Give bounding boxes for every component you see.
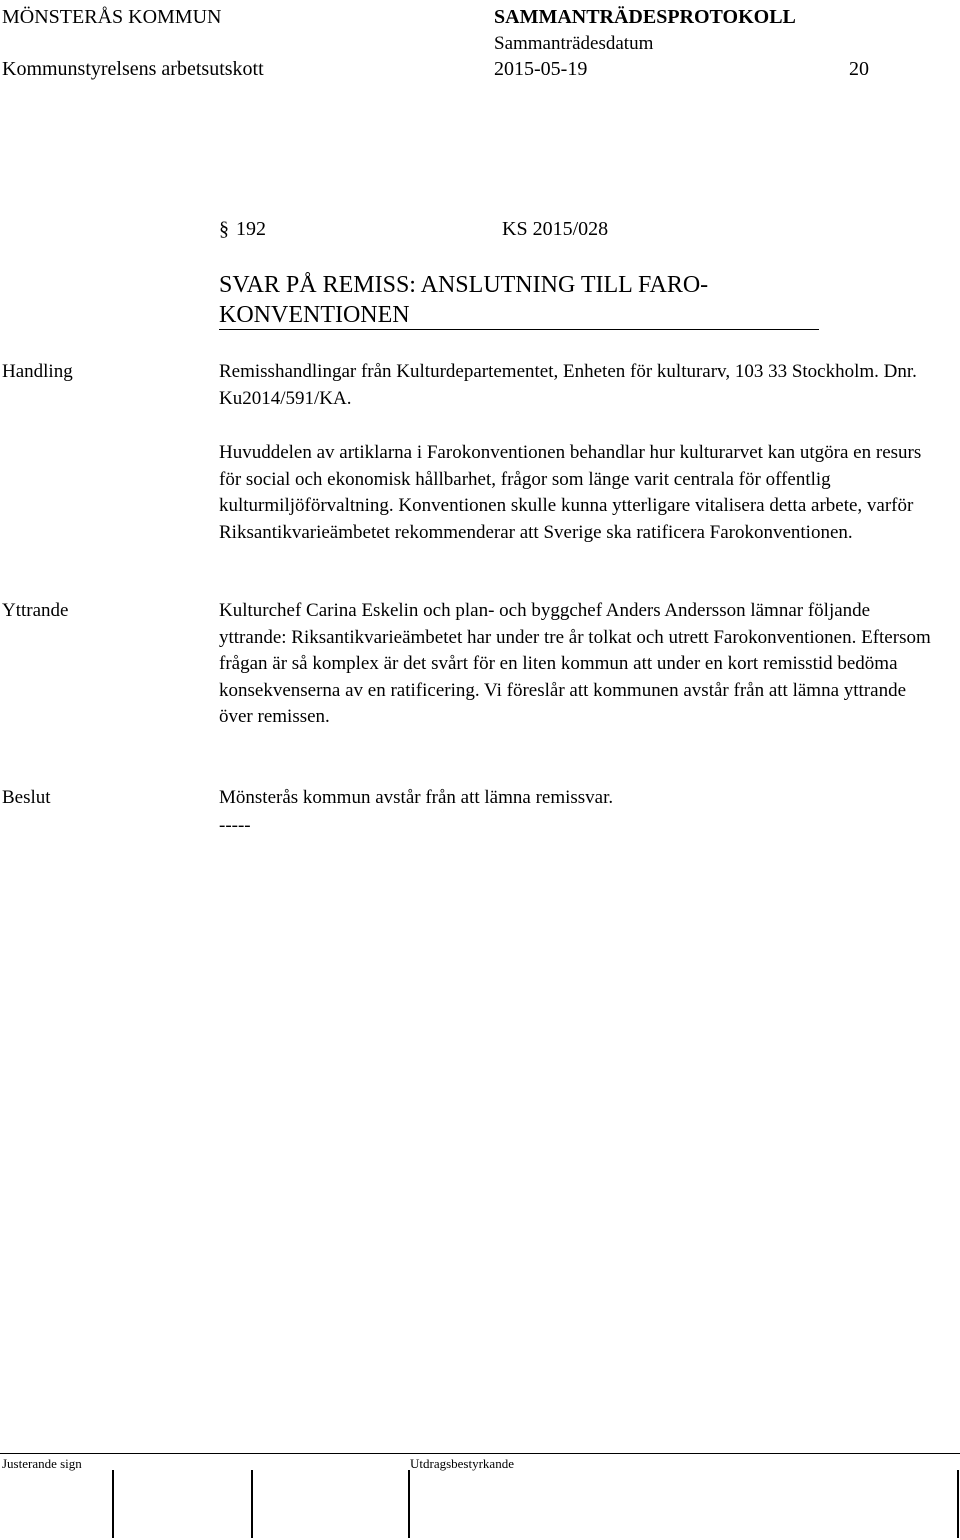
meeting-date: 2015-05-19: [494, 58, 588, 80]
footer-rule: [0, 1453, 960, 1454]
case-title: [219, 270, 839, 330]
section-sign: §: [219, 218, 229, 240]
yttrande-label: Yttrande: [2, 600, 69, 621]
handling-label: Handling: [2, 361, 73, 382]
committee-name: Kommunstyrelsens arbetsutskott: [2, 58, 264, 80]
case-reference: KS 2015/028: [502, 218, 609, 240]
signature-box-divider: [112, 1470, 114, 1538]
utdragsbestyrkande-label: Utdragsbestyrkande: [410, 1456, 514, 1471]
handling-text: Remisshandlingar från Kulturdepartementet, Enheten för kulturarv, 103 33 Stockholm. Dnr. Ku2014/591/KA.: [219, 361, 917, 409]
case-title-line-1: SVAR PÅ REMISS: ANSLUTNING TILL FARO-: [219, 272, 709, 298]
signature-box-divider: [251, 1470, 253, 1538]
end-marker: -----: [219, 815, 251, 836]
case-number: 192: [236, 218, 266, 240]
page-number: 20: [849, 58, 869, 80]
beslut-text: Mönsterås kommun avstår från att lämna remissvar.: [219, 787, 614, 808]
case-title-line-2: KONVENTIONEN: [219, 302, 410, 328]
beslut-label: Beslut: [2, 787, 51, 808]
title-underline: [219, 329, 819, 330]
signature-box-divider: [957, 1470, 959, 1538]
signature-box-divider: [408, 1470, 410, 1538]
intro-paragraph: Huvuddelen av artiklarna i Farokonventionen behandlar hur kulturarvet kan utgöra en resurs för social och ekonomisk hållbarhet, frågor som länge varit centrala för offentlig kulturmiljöförvaltning. Konventionen skulle kunna ytterligare vitalisera detta arbete, varför Riksantikvarieämbetet rekommenderar att Sverige ska ratificera Farokonventionen.: [219, 442, 922, 543]
document-type: SAMMANTRÄDESPROTOKOLL: [494, 6, 796, 28]
yttrande-text: Kulturchef Carina Eskelin och plan- och byggchef Anders Andersson lämnar följande yttrande: Riksantikvarieämbetet har under tre år tolkat och utrett Farokonventionen. Eftersom frågan är så komplex är det svårt för en liten kommun att under en kort remisstid bedöma konsekvenserna av en ratificering. Vi föreslår att kommunen avstår från att lämna yttrande över remissen.: [219, 600, 931, 727]
justerande-sign-label: Justerande sign: [2, 1456, 82, 1471]
org-name: MÖNSTERÅS KOMMUN: [2, 6, 222, 28]
meeting-date-label: Sammanträdesdatum: [494, 33, 654, 54]
